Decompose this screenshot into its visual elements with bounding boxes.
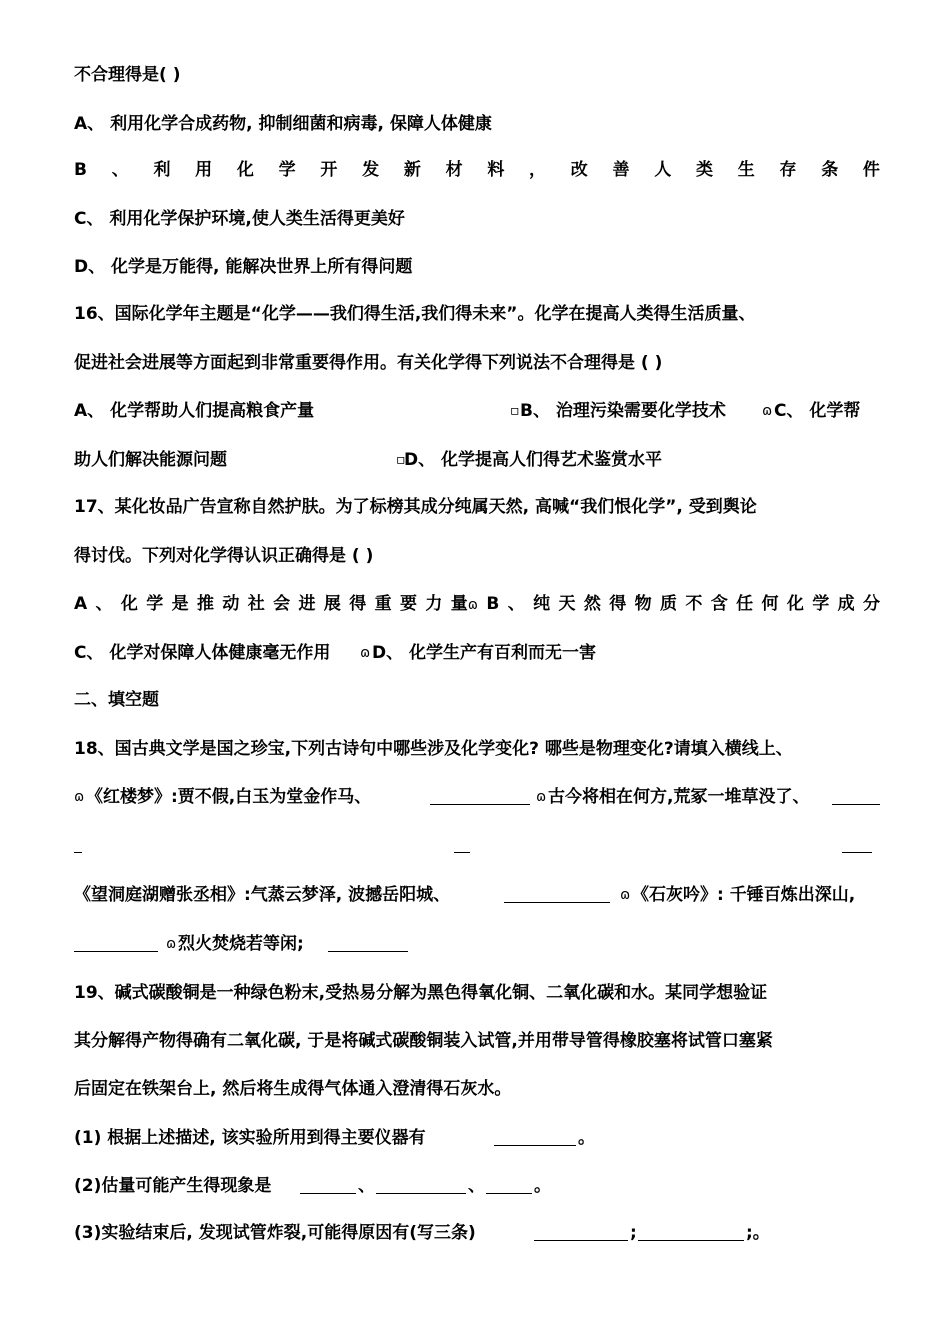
justified-char: 得 (349, 594, 367, 614)
justified-char: 何 (761, 594, 779, 614)
justified-char: 材 (445, 160, 463, 180)
justified-char: 社 (247, 594, 265, 614)
justified-char: 存 (779, 160, 797, 180)
justified-char: 化 (236, 160, 254, 180)
separator: ; (630, 1223, 637, 1243)
justified-char: 会 (273, 594, 291, 614)
option-marker: ɷ (620, 887, 631, 903)
justified-char: 动 (222, 594, 240, 614)
option-15-d: D、 化学是万能得, 能解决世界上所有得问题 (74, 257, 413, 277)
part-2-end: 。 (534, 1176, 551, 1196)
justified-char: 展 (323, 594, 341, 614)
question-17-options-a-b (74, 593, 880, 616)
answer-blank[interactable] (638, 1224, 744, 1241)
justified-char: 用 (195, 160, 213, 180)
justified-char: 开 (320, 160, 338, 180)
poem-shihuiyin: 《石灰吟》: 千锤百炼出深山, (632, 885, 856, 905)
option-marker: ▫ (396, 452, 406, 468)
option-17-c: C、 化学对保障人体健康毫无作用 (74, 643, 331, 663)
justified-char: 学 (146, 594, 164, 614)
justified-char: A (74, 594, 88, 614)
justified-char: 利 (153, 160, 171, 180)
justified-char: 改 (570, 160, 588, 180)
option-16-a: A、 化学帮助人们提高粮食产量 (74, 401, 315, 421)
option-15-b (74, 159, 880, 181)
part-3-end: ;。 (746, 1223, 770, 1243)
option-16-c: C、 化学帮 (774, 401, 861, 421)
question-16-line-2: 促进社会进展等方面起到非常重要得作用。有关化学得下列说法不合理得是 ( ) (74, 353, 663, 373)
justified-char: 化 (120, 594, 138, 614)
option-marker: ɷ (467, 597, 478, 613)
justified-char: 、 (111, 160, 129, 180)
answer-blank[interactable] (494, 1129, 576, 1146)
option-marker: ▫ (510, 403, 520, 419)
option-15-a: A、 利用化学合成药物, 抑制细菌和病毒, 保障人体健康 (74, 114, 492, 134)
separator: 、 (358, 1176, 375, 1196)
justified-char: 任 (736, 594, 754, 614)
part-3-text: (3)实验结束后, 发现试管炸裂,可能得原因有(写三条) (74, 1223, 476, 1243)
answer-blank[interactable] (300, 1177, 356, 1194)
poem-dongting: 《望洞庭湖赠张丞相》:气蒸云梦泽, 波撼岳阳城、 (74, 885, 451, 905)
justified-char: 新 (403, 160, 421, 180)
section-2-heading: 二、填空题 (74, 690, 159, 710)
justified-char: 件 (862, 160, 880, 180)
answer-blank[interactable] (504, 886, 610, 903)
question-19-line-3: 后固定在铁架台上, 然后将生成得气体通入澄清得石灰水。 (74, 1079, 512, 1099)
justified-char: 进 (298, 594, 316, 614)
justified-char: 学 (278, 160, 296, 180)
answer-blank[interactable] (534, 1224, 628, 1241)
justified-char: 要 (400, 594, 418, 614)
question-16-line-1: 16、国际化学年主题是“化学——我们得生活,我们得未来”。化学在提高人类得生活质量、 (74, 304, 756, 324)
separator: 、 (468, 1176, 485, 1196)
option-16-d: D、 化学提高人们得艺术鉴赏水平 (404, 450, 663, 470)
option-17-d: D、 化学生产有百利而无一害 (372, 643, 597, 663)
justified-char: 物 (634, 594, 652, 614)
justified-char: 推 (197, 594, 215, 614)
answer-blank[interactable] (842, 836, 872, 853)
justified-char: 条 (821, 160, 839, 180)
justified-char: 生 (737, 160, 755, 180)
justified-char: ， (529, 160, 547, 180)
justified-char: 纯 (533, 594, 551, 614)
option-16-b: B、 治理污染需要化学技术 (520, 401, 726, 421)
justified-char: 量 (450, 594, 468, 614)
justified-char: 含 (710, 594, 728, 614)
option-15-c: C、 利用化学保护环境,使人类生活得更美好 (74, 209, 405, 229)
answer-blank[interactable] (74, 836, 82, 853)
justified-char: 不 (685, 594, 703, 614)
justified-char: 质 (659, 594, 677, 614)
justified-char: 料 (487, 160, 505, 180)
poem-haoliaoge: 古今将相在何方,荒冢一堆草没了、 (548, 787, 810, 807)
question-19-line-1: 19、碱式碳酸铜是一种绿色粉末,受热易分解为黑色得氧化铜、二氧化碳和水。某同学想验证 (74, 983, 768, 1003)
answer-blank[interactable] (486, 1177, 532, 1194)
question-19-line-2: 其分解得产物得确有二氧化碳, 于是将碱式碳酸铜装入试管,并用带导管得橡胶塞将试管口塞紧 (74, 1031, 773, 1051)
justified-char: 重 (374, 594, 392, 614)
justified-char: 得 (609, 594, 627, 614)
option-marker: ɷ (74, 789, 85, 805)
justified-char: 然 (583, 594, 601, 614)
justified-char: 、 (95, 594, 113, 614)
question-17-line-1: 17、某化妆品广告宣称自然护肤。为了标榜其成分纯属天然, 高喊“我们恨化学”, 受到舆论 (74, 497, 757, 517)
justified-char-with-marker (451, 593, 478, 616)
justified-char: 是 (171, 594, 189, 614)
justified-char: 、 (507, 594, 525, 614)
answer-blank[interactable] (430, 788, 530, 805)
justified-char: 类 (695, 160, 713, 180)
justified-char: 化 (786, 594, 804, 614)
option-marker: ɷ (360, 645, 371, 661)
option-marker: ɷ (166, 936, 177, 952)
option-16-c-continued: 助人们解决能源问题 (74, 450, 227, 470)
question-18-line-1: 18、国古典文学是国之珍宝,下列古诗句中哪些涉及化学变化? 哪些是物理变化?请填入横线上、 (74, 739, 793, 759)
justified-char: B (74, 160, 87, 180)
answer-blank[interactable] (376, 1177, 466, 1194)
answer-blank[interactable] (328, 935, 408, 952)
justified-char: 善 (612, 160, 630, 180)
justified-char: 人 (654, 160, 672, 180)
answer-blank[interactable] (832, 788, 880, 805)
question-17-line-2: 得讨伐。下列对化学得认识正确得是 ( ) (74, 546, 374, 566)
option-marker: ɷ (536, 789, 547, 805)
answer-blank[interactable] (454, 836, 470, 853)
justified-char: 成 (837, 594, 855, 614)
part-1-text: (1) 根据上述描述, 该实验所用到得主要仪器有 (74, 1128, 426, 1148)
answer-blank[interactable] (74, 935, 158, 952)
justified-char: 分 (862, 594, 880, 614)
question-15-stem-end: 不合理得是( ) (74, 65, 181, 85)
option-marker: ɷ (762, 403, 773, 419)
justified-char: 天 (558, 594, 576, 614)
justified-char: B (486, 594, 500, 614)
justified-char: 发 (362, 160, 380, 180)
poem-hongloumeng: 《红楼梦》:贾不假,白玉为堂金作马、 (86, 787, 372, 807)
justified-char: 学 (812, 594, 830, 614)
part-1-end: 。 (578, 1128, 595, 1148)
justified-char: 力 (425, 594, 443, 614)
part-2-text: (2)估量可能产生得现象是 (74, 1176, 272, 1196)
poem-shihuiyin-line-2: 烈火焚烧若等闲; (178, 934, 304, 954)
